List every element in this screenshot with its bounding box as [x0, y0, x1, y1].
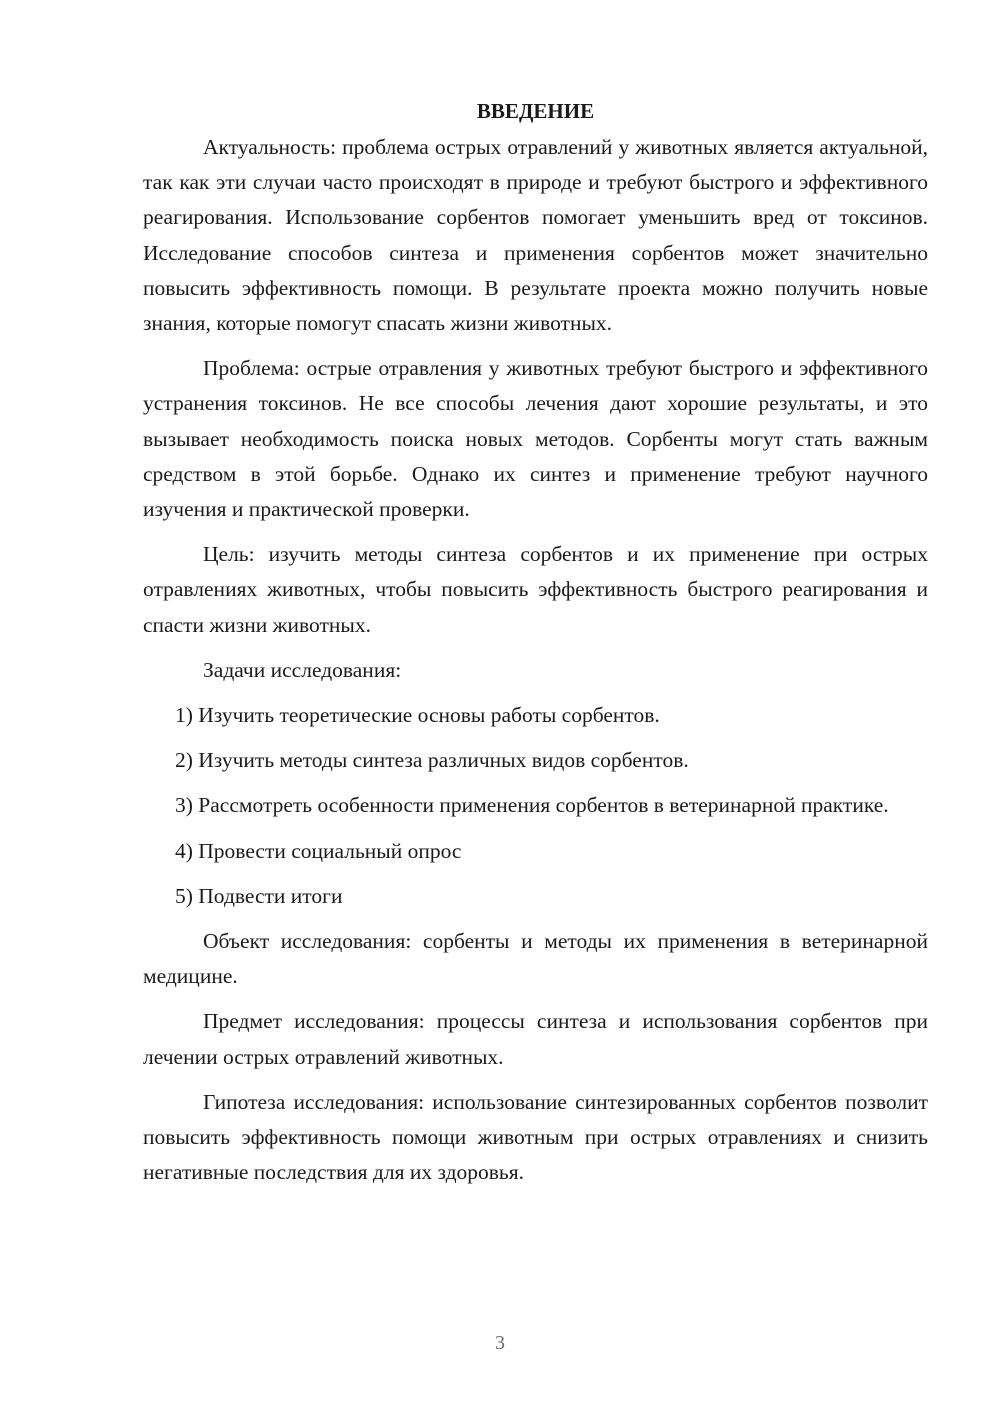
task-item: 4) Провести социальный опрос	[175, 838, 462, 863]
object-paragraph: Объект исследования: сорбенты и методы их применения в ветеринарной медицине.	[143, 929, 928, 989]
task-item: 2) Изучить методы синтеза различных видов сорбентов.	[175, 748, 689, 773]
task-item: 1) Изучить теоретические основы работы сорбентов.	[175, 703, 660, 728]
task-item: 3) Рассмотреть особенности применения сорбентов в ветеринарной практике.	[175, 793, 889, 818]
hypothesis-paragraph: Гипотеза исследования: использование синтезированных сорбентов позволит повысить эффективность помощи животным при острых отравлениях и снизить негативные последствия для их здоровья.	[143, 1089, 928, 1185]
subject-paragraph: Предмет исследования: процессы синтеза и использования сорбентов при лечении острых отравлений животных.	[143, 1009, 928, 1069]
relevance-paragraph: Актуальность: проблема острых отравлений у животных является актуальной, так как эти случаи часто происходят в природе и требуют быстрого и эффективного реагирования. Использование сорбентов помогает уменьшить вред от токсинов. Исследование способов синтеза и применения сорбентов может значительно повысить эффективность помощи. В результате проекта можно получить новые знания, которые помогут спасать жизни животных.	[143, 135, 928, 336]
problem-paragraph: Проблема: острые отравления у животных требуют быстрого и эффективного устранения токсинов. Не все способы лечения дают хорошие результаты, и это вызывает необходимость поиска новых методов. Сорбенты могут стать важным средством в этой борьбе. Однако их синтез и применение требуют научного изучения и практической проверки.	[143, 356, 928, 522]
tasks-heading: Задачи исследования:	[203, 657, 402, 682]
document-page	[143, 96, 928, 1200]
tasks-list	[143, 698, 928, 914]
task-item: 5) Подвести итоги	[175, 883, 343, 908]
section-heading: ВВЕДЕНИЕ	[476, 99, 595, 123]
page-number: 3	[495, 1332, 505, 1354]
goal-paragraph: Цель: изучить методы синтеза сорбентов и их применение при острых отравлениях животных, чтобы повысить эффективность быстрого реагирования и спасти жизни животных.	[143, 542, 928, 637]
